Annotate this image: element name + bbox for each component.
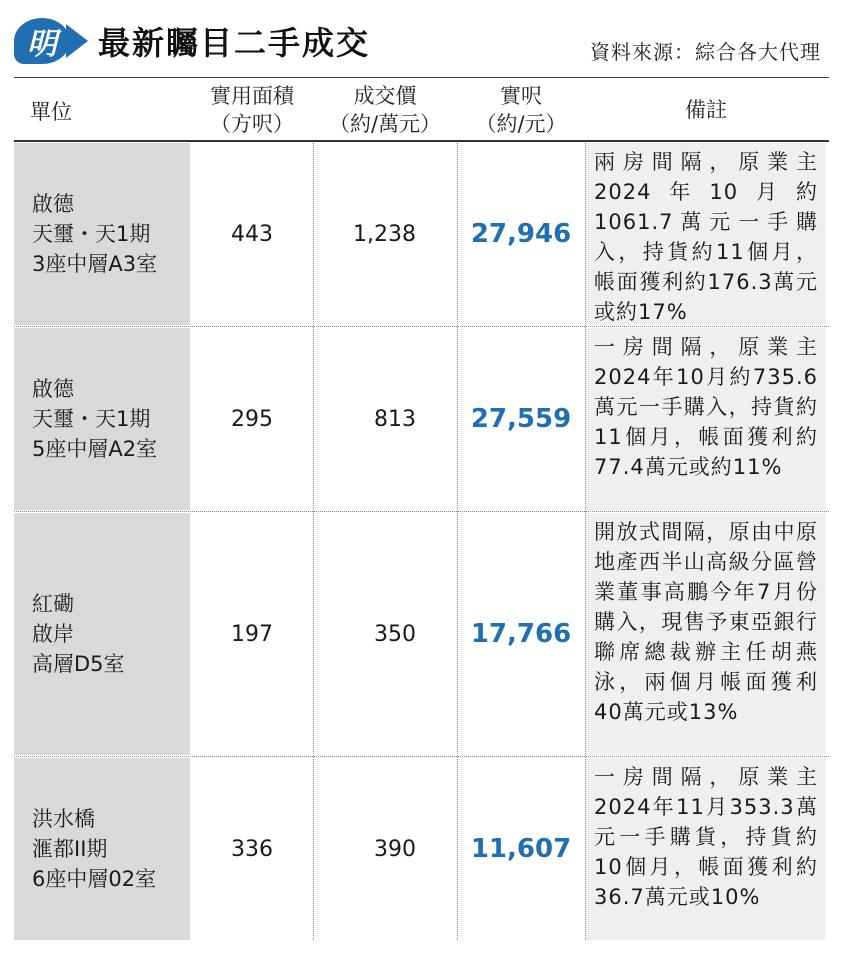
area-cell: 336 [231,836,273,862]
area-cell: 443 [231,221,273,247]
psf-cell: 17,766 [470,619,572,649]
note-cell: 一房間隔，原業主2024年11月353.3萬元一手購貨，持貨約10個月，帳面獲利約36.7萬元或10% [586,758,826,940]
col-header-psf: 實呎 （約/元） [475,84,567,136]
psf-cell: 27,559 [470,404,572,434]
price-cell: 350 [374,621,416,647]
note-cell: 一房間隔，原業主2024年10月約735.6萬元一手購入，持貨約11個月，帳面獲利約77.4萬元或約11% [586,328,826,510]
row-divider [14,326,829,327]
unit-cell: 啟德 天璽・天1期 3座中層A3室 [14,143,190,325]
price-cell: 813 [374,406,416,432]
area-cell: 197 [231,621,273,647]
unit-cell: 紅磡 啟岸 高層D5室 [14,513,190,755]
area-cell: 295 [231,406,273,432]
price-cell: 1,238 [353,221,416,247]
table-row [0,328,847,510]
price-cell: 390 [374,836,416,862]
unit-cell: 啟德 天璽・天1期 5座中層A2室 [14,328,190,510]
column-divider [457,143,458,940]
row-divider [14,511,829,512]
ming-pao-logo: 明 [14,18,70,64]
table-header-divider [14,140,829,142]
col-header-note: 備註 [685,98,727,122]
col-header-area: 實用面積 （方呎） [210,84,294,136]
source-note: 資料來源：綜合各大代理 [590,40,821,64]
header [0,0,847,78]
psf-cell: 11,607 [470,834,572,864]
unit-cell: 洪水橋 滙都II期 6座中層02室 [14,758,190,940]
arrow-icon [66,24,88,58]
note-cell: 開放式間隔，原由中原地產西半山高級分區營業董事高鵬今年7月份購入，現售予東亞銀行聯席總裁辦主任胡燕泳，兩個月帳面獲利40萬元或13% [586,513,826,755]
row-divider [14,756,829,757]
page-title: 最新矚目二手成交 [98,24,371,62]
column-divider [313,143,314,940]
table-row [0,513,847,755]
note-cell: 兩房間隔，原業主2024年10月約1061.7萬元一手購入，持貨約11個月，帳面獲利約176.3萬元或約17% [586,143,826,325]
column-divider [585,143,586,940]
col-header-unit: 單位 [30,100,72,124]
psf-cell: 27,946 [470,219,572,249]
column-headers [0,80,847,140]
table-row [0,143,847,325]
col-header-total: 成交價 （約/萬元） [328,84,442,136]
table-row [0,758,847,940]
header-divider [14,77,829,78]
